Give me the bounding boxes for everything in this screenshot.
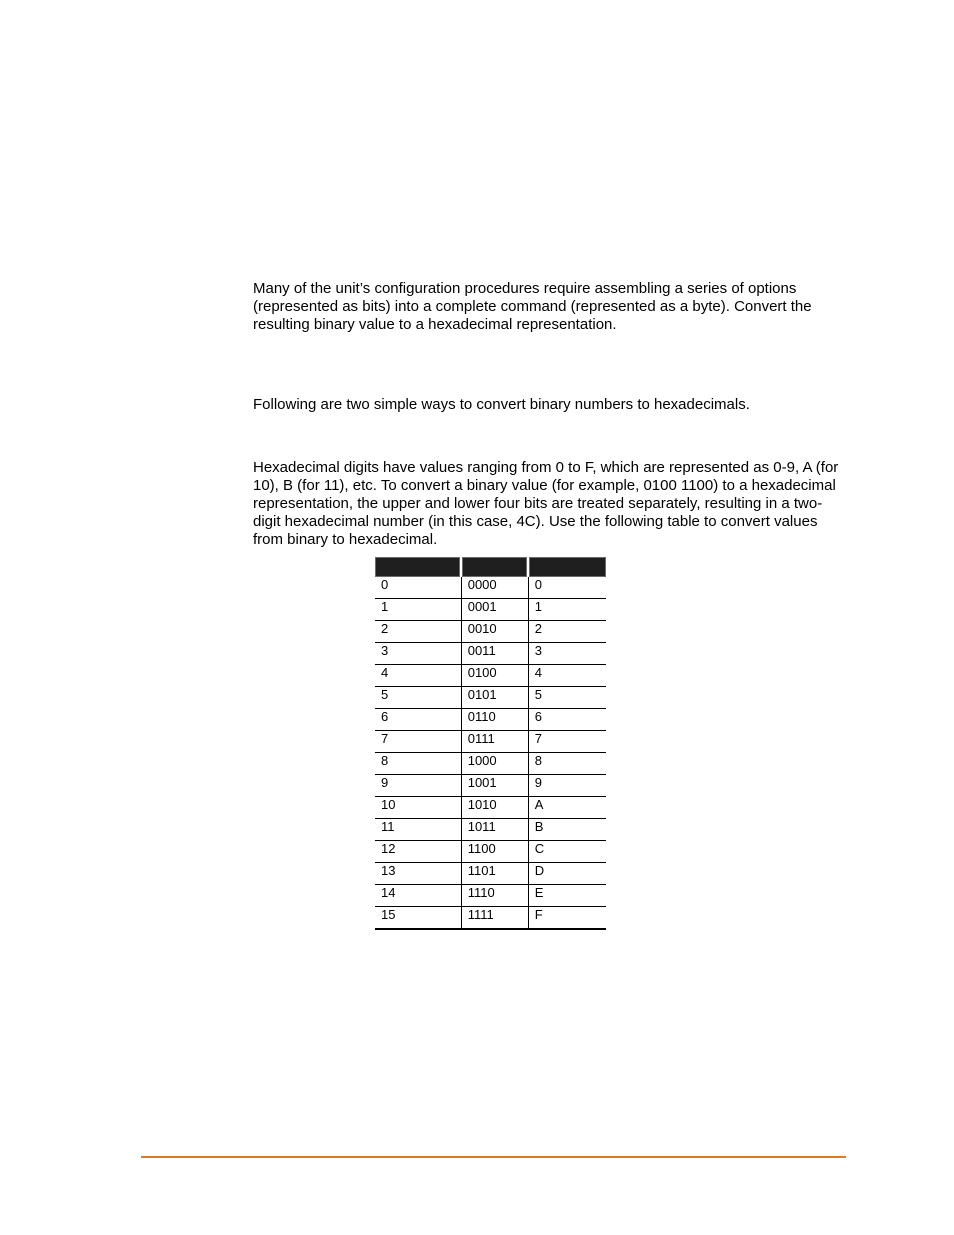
binary-hex-conversion-table bbox=[375, 557, 606, 930]
decimal-cell: 0 bbox=[375, 577, 461, 599]
decimal-cell: 8 bbox=[375, 753, 461, 775]
binary-cell: 1011 bbox=[461, 819, 528, 841]
decimal-cell: 1 bbox=[375, 599, 461, 621]
decimal-cell: 11 bbox=[375, 819, 461, 841]
binary-column-header bbox=[461, 557, 528, 577]
table-row bbox=[375, 731, 606, 753]
binary-cell: 1000 bbox=[461, 753, 528, 775]
decimal-cell: 4 bbox=[375, 665, 461, 687]
hex-cell: 9 bbox=[528, 775, 606, 797]
binary-cell: 0100 bbox=[461, 665, 528, 687]
binary-cell: 1111 bbox=[461, 907, 528, 930]
hex-cell: 3 bbox=[528, 643, 606, 665]
hex-cell: 4 bbox=[528, 665, 606, 687]
hex-cell: 8 bbox=[528, 753, 606, 775]
binary-cell: 0010 bbox=[461, 621, 528, 643]
binary-cell: 1001 bbox=[461, 775, 528, 797]
binary-cell: 0000 bbox=[461, 577, 528, 599]
decimal-cell: 10 bbox=[375, 797, 461, 819]
hex-cell: 1 bbox=[528, 599, 606, 621]
table-row bbox=[375, 797, 606, 819]
hex-cell: E bbox=[528, 885, 606, 907]
binary-cell: 1110 bbox=[461, 885, 528, 907]
table-row bbox=[375, 863, 606, 885]
hex-cell: A bbox=[528, 797, 606, 819]
binary-cell: 0011 bbox=[461, 643, 528, 665]
hex-cell: C bbox=[528, 841, 606, 863]
table-body bbox=[375, 577, 606, 929]
table-row bbox=[375, 599, 606, 621]
decimal-cell: 7 bbox=[375, 731, 461, 753]
hex-column-header bbox=[528, 557, 606, 577]
table-row bbox=[375, 753, 606, 775]
hex-cell: 5 bbox=[528, 687, 606, 709]
table-row bbox=[375, 907, 606, 930]
table-row bbox=[375, 709, 606, 731]
table-row bbox=[375, 643, 606, 665]
decimal-cell: 6 bbox=[375, 709, 461, 731]
decimal-cell: 14 bbox=[375, 885, 461, 907]
hex-cell: 2 bbox=[528, 621, 606, 643]
table-row bbox=[375, 665, 606, 687]
table-row bbox=[375, 577, 606, 599]
table-header-row bbox=[375, 557, 606, 577]
decimal-cell: 2 bbox=[375, 621, 461, 643]
decimal-cell: 13 bbox=[375, 863, 461, 885]
decimal-cell: 12 bbox=[375, 841, 461, 863]
binary-cell: 0110 bbox=[461, 709, 528, 731]
binary-cell: 1101 bbox=[461, 863, 528, 885]
hex-cell: B bbox=[528, 819, 606, 841]
footer-rule bbox=[141, 1156, 846, 1158]
decimal-cell: 15 bbox=[375, 907, 461, 930]
table-row bbox=[375, 841, 606, 863]
decimal-cell: 9 bbox=[375, 775, 461, 797]
hex-cell: 0 bbox=[528, 577, 606, 599]
hexadecimal-explanation-paragraph: Hexadecimal digits have values ranging from 0 to F, which are represented as 0-9, A (for 10), B (for 11), etc. To convert a binary value (for example, 0100 1100) to a hexadecimal representation, the upper and lower four bits are treated separately, resulting in a two-digit hexadecimal number (in this case, 4C). Use the following table to convert values from binary to hexadecimal. bbox=[253, 459, 839, 548]
hex-cell: 7 bbox=[528, 731, 606, 753]
table-row bbox=[375, 687, 606, 709]
hex-cell: F bbox=[528, 907, 606, 930]
hex-cell: 6 bbox=[528, 709, 606, 731]
table-row bbox=[375, 885, 606, 907]
decimal-column-header bbox=[375, 557, 461, 577]
decimal-cell: 5 bbox=[375, 687, 461, 709]
table-row bbox=[375, 819, 606, 841]
decimal-cell: 3 bbox=[375, 643, 461, 665]
hex-cell: D bbox=[528, 863, 606, 885]
binary-cell: 0101 bbox=[461, 687, 528, 709]
table-row bbox=[375, 621, 606, 643]
binary-cell: 0001 bbox=[461, 599, 528, 621]
binary-cell: 1010 bbox=[461, 797, 528, 819]
binary-cell: 0111 bbox=[461, 731, 528, 753]
conversion-methods-paragraph: Following are two simple ways to convert binary numbers to hexadecimals. bbox=[253, 396, 750, 413]
binary-cell: 1100 bbox=[461, 841, 528, 863]
intro-paragraph: Many of the unit’s configuration procedures require assembling a series of options (represented as bits) into a complete command (represented as a byte). Convert the resulting binary value to a hexadecimal representation. bbox=[253, 280, 812, 333]
table-row bbox=[375, 775, 606, 797]
